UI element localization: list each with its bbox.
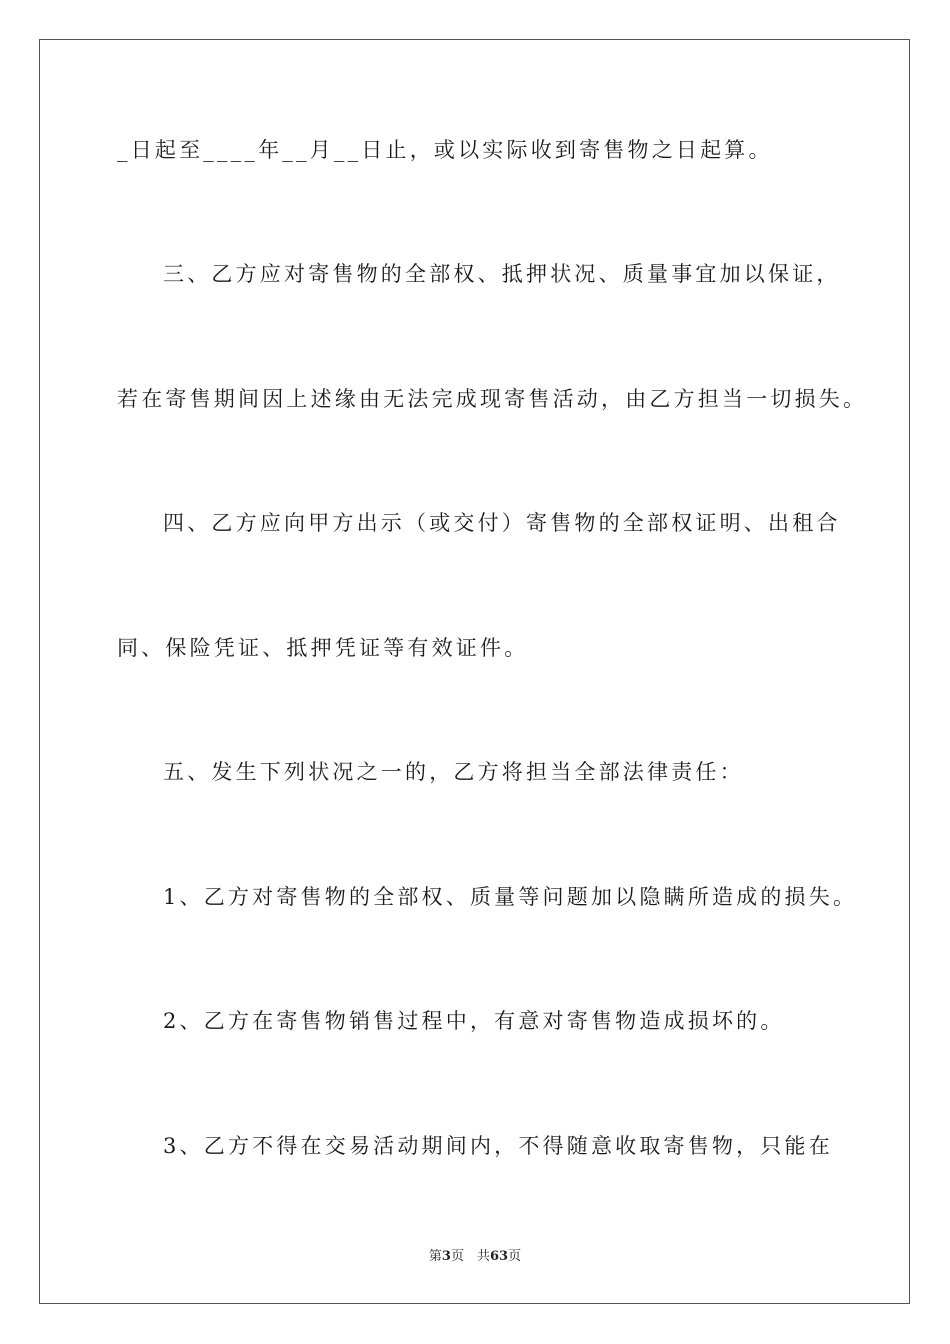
footer-page-number: 3 bbox=[441, 1249, 451, 1264]
footer-mid: 页 共 bbox=[450, 1249, 490, 1264]
footer-prefix: 第 bbox=[428, 1249, 442, 1264]
footer-suffix: 页 bbox=[508, 1249, 522, 1264]
text-line-3: 若在寄售期间因上述缘由无法完成现寄售活动，由乙方担当一切损失。 bbox=[117, 387, 868, 411]
text-line-2: 三、乙方应对寄售物的全部权、抵押状况、质量事宜加以保证， bbox=[163, 262, 841, 286]
page-footer bbox=[0, 1245, 950, 1264]
text-line-1: _日起至____年__月__日止，或以实际收到寄售物之日起算。 bbox=[117, 138, 773, 162]
text-line-9: 3、乙方不得在交易活动期间内，不得随意收取寄售物，只能在 bbox=[163, 1134, 833, 1158]
text-line-4: 四、乙方应向甲方出示（或交付）寄售物的全部权证明、出租合 bbox=[163, 511, 841, 535]
text-line-8: 2、乙方在寄售物销售过程中，有意对寄售物造成损坏的。 bbox=[163, 1009, 785, 1033]
footer-total-pages: 63 bbox=[489, 1249, 509, 1264]
text-line-5: 同、保险凭证、抵押凭证等有效证件。 bbox=[117, 636, 529, 660]
text-line-6: 五、发生下列状况之一的，乙方将担当全部法律责任： bbox=[163, 760, 744, 784]
text-line-7: 1、乙方对寄售物的全部权、质量等问题加以隐瞒所造成的损失。 bbox=[163, 885, 858, 909]
page-frame bbox=[39, 39, 910, 1304]
